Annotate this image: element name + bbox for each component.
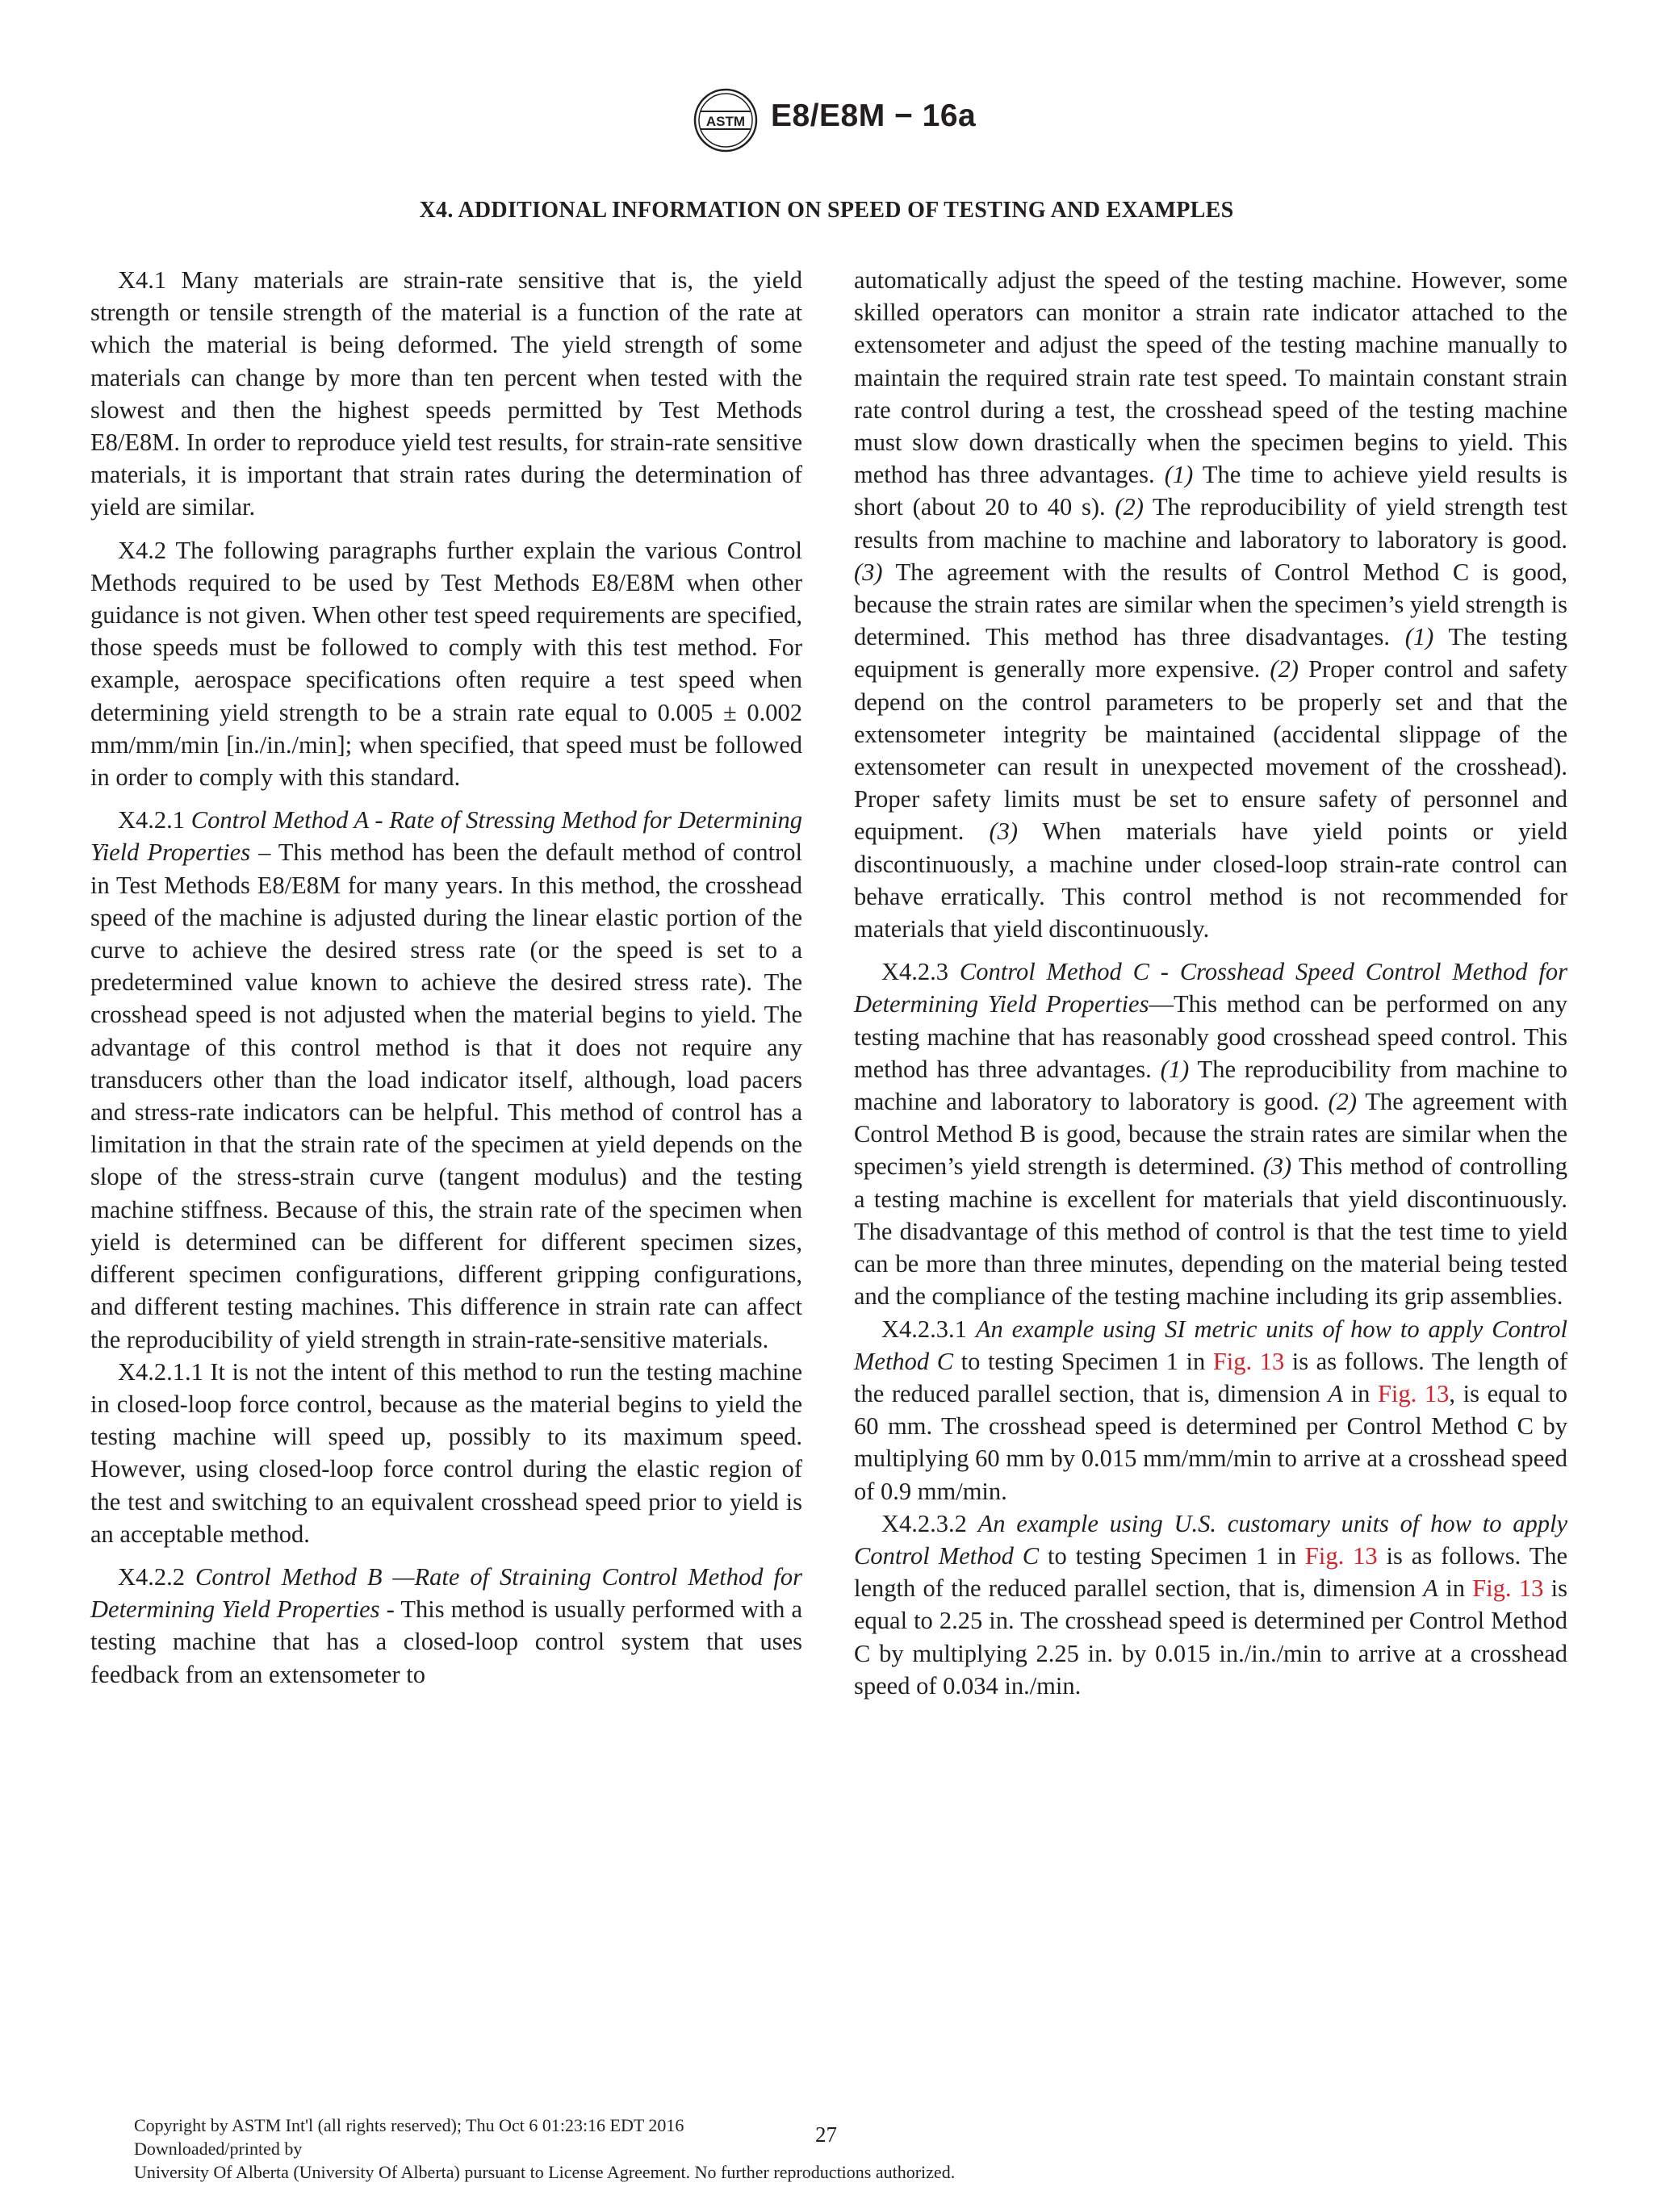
list-marker: (2) [1328,1088,1358,1116]
text-run: The testing equipment is generally more expensive. [854,623,1568,684]
paragraph-x4-2-3-2 [854,1507,1567,1702]
figure-link[interactable]: Fig. 13 [1212,1347,1285,1375]
paragraph-x4-2-3-1 [854,1313,1567,1507]
document-designation: E8/E8M − 16a [771,98,977,133]
text-run: automatically adjust the speed of the testing machine. However, some skilled operators can monitor a strain rate indicator attached to the extensometer and adjust the speed of the testing machine manually to maintain the required strain rate test speed. To maintain constant strain rate control during a test, the crosshead speed of the testing machine must slow down drastically when the specimen begins to yield. This method has three advantages. [854,266,1567,489]
text-run: to testing Specimen 1 in [953,1347,1213,1375]
text-run: The reproducibility from machine to machine and laboratory to laboratory is good. [854,1055,1568,1116]
paragraph-body: - This method is usually performed with a testing machine that has a closed-loop control system that uses feedback from an extensometer to [90,1595,803,1688]
footer-copyright-line: Copyright by ASTM Int'l (all rights reserved); Thu Oct 6 01:23:16 EDT 2016 [134,2115,684,2135]
dimension-symbol: A [1423,1574,1438,1603]
paragraph-heading: Control Method B —Rate of Straining Control Method for Determining Yield Properties [90,1562,802,1624]
text-run: The reproducibility of yield strength test results from machine to machine and laboratory to laboratory is good. [854,493,1567,554]
paragraph-x4-2-2-continued [854,264,1567,945]
left-column [90,264,802,1691]
paragraph-number: X4.2.3.2 [881,1509,978,1537]
paragraph-heading: An example using SI metric units of how to apply Control Method C [854,1315,1568,1375]
list-marker: (3) [854,558,883,586]
list-marker: (1) [1404,623,1434,651]
text-run: in [1437,1574,1473,1603]
paragraph-number: X4.2.3 [881,958,960,986]
page-header [0,87,1653,152]
astm-logo-icon [693,87,759,153]
text-run: is as follows. The length of the reduced parallel section, that is, dimension [854,1347,1568,1407]
paragraph-heading: An example using U.S. customary units of how to apply Control Method C [854,1509,1567,1570]
list-marker: (2) [1115,493,1144,521]
paragraph-body: – This method has been the default method of control in Test Methods E8/E8M for many years. In this method, the crosshead speed of the machine is adjusted during the linear elastic portion of the curve to achieve the desired stress rate (or the speed is set to a predetermined value known to achieve the desired stress rate). The crosshead speed is not adjusted when the material begins to yield. The advantage of this control method is that it does not require any transducers other than the load indicator itself, although, load pacers and stress-rate indicators can be helpful. This method of control has a limitation in that the strain rate of the specimen at yield depends on the slope of the stress-strain curve (tangent modulus) and the testing machine stiffness. Because of this, the strain rate of the specimen when yield is determined can be different for different specimen sizes, different specimen configurations, different gripping configurations, and different testing machines. This difference in strain rate can affect the reproducibility of yield strength in strain-rate-sensitive materials. [90,838,802,1353]
figure-link[interactable]: Fig. 13 [1377,1379,1450,1407]
logo-lettering: ASTM [705,114,746,129]
text-run: , is equal to 60 mm. The crosshead speed is determined per Control Method C by multiplying 60 mm by 0.015 mm/mm/min to arrive at a crosshead speed of 0.9 mm/min. [854,1379,1567,1505]
right-column [854,264,1567,1702]
figure-link[interactable]: Fig. 13 [1304,1541,1378,1570]
list-marker: (3) [989,817,1019,846]
paragraph-x4-1: X4.1 Many materials are strain-rate sensitive that is, the yield strength or tensile strength of the material is a function of the rate at which the material is being deformed. The yield strength of some materials can change by more than ten percent when tested with the slowest and then the highest speeds permitted by Test Methods E8/E8M. In order to reproduce yield test results, for strain-rate sensitive materials, it is important that strain rates during the determination of yield are similar. [90,266,802,521]
paragraph-number: X4.2.1 [118,806,191,834]
section-title: X4. ADDITIONAL INFORMATION ON SPEED OF TESTING AND EXAMPLES [419,198,1234,223]
paragraph-x4-2-1 [90,804,802,1355]
text-run: The time to achieve yield results is short (about 20 to 40 s). [854,461,1567,521]
text-run: to testing Specimen 1 in [1039,1541,1305,1570]
figure-link[interactable]: Fig. 13 [1472,1574,1544,1603]
paragraph-number: X4.2.3.1 [881,1315,976,1343]
text-run: in [1342,1379,1378,1407]
paragraph-x4-2: X4.2 The following paragraphs further explain the various Control Methods required to be used by Test Methods E8/E8M when other guidance is not given. When other test speed requirements are specified, those speeds must be followed to comply with this test method. For example, aerospace specifications often require a test speed when determining yield strength to be a strain rate equal to 0.005 ± 0.002 mm/mm/min [in./in./min]; when specified, that speed must be followed in order to comply with this standard. [90,536,802,792]
paragraph-heading: Control Method A - Rate of Stressing Method for Determining Yield Properties [90,806,802,867]
copyright-footer [134,2114,1587,2184]
list-marker: (2) [1270,655,1299,684]
text-run: When materials have yield points or yield discontinuously, a machine under closed-loop strain-rate control can behave erratically. This control method is not recommended for materials that yield discontinuously. [854,817,1568,943]
text-run: —This method can be performed on any testing machine that has reasonably good crosshead speed control. This method has three advantages. [854,990,1567,1083]
text-run: The agreement with the results of Control Method C is good, because the strain rates are similar when the specimen’s yield strength is determined. This method has three disadvantages. [854,558,1567,651]
paragraph-heading: Control Method C - Crosshead Speed Control Method for Determining Yield Properties [854,958,1568,1018]
page-number: 27 [815,2122,837,2147]
list-marker: (1) [1164,461,1194,489]
footer-download-line: Downloaded/printed by [134,2139,303,2159]
list-marker: (1) [1160,1055,1190,1083]
text-run: This method of controlling a testing machine is excellent for materials that yield discontinuously. The disadvantage of this method of control is that the test time to yield can be more than three minutes, depending on the material being tested and the compliance of the testing machine including its grip assemblies. [854,1152,1567,1311]
text-run: Proper control and safety depend on the control parameters to be properly set and that the extensometer integrity be maintained (accidental slippage of the extensometer can result in unexpected movement of the crosshead). Proper safety limits must be set to ensure safety of personnel and equipment. [854,655,1567,846]
paragraph-x4-2-3 [854,955,1567,1312]
dimension-symbol: A [1328,1379,1343,1407]
paragraph-x4-2-2 [90,1561,802,1691]
text-run: is as follows. The length of the reduced parallel section, that is, dimension [854,1541,1568,1603]
list-marker: (3) [1262,1152,1292,1181]
text-run: The agreement with Control Method B is good, because the strain rates are similar when the specimen’s yield strength is determined. [854,1088,1567,1181]
paragraph-x4-2-1-1: X4.2.1.1 It is not the intent of this method to run the testing machine in closed-loop force control, because as the material begins to yield the testing machine will speed up, possibly to its maximum speed. However, using closed-loop force control during the elastic region of the test and switching to an equivalent crosshead speed prior to yield is an acceptable method. [90,1357,802,1548]
paragraph-number: X4.2.2 [118,1562,195,1591]
text-run: is equal to 2.25 in. The crosshead speed is determined per Control Method C by multiplying 2.25 in. by 0.015 in./in./min to arrive at a crosshead speed of 0.034 in./min. [854,1574,1567,1700]
footer-license-line: University Of Alberta (University Of Alberta) pursuant to License Agreement. No further reproductions authorized. [134,2162,956,2182]
